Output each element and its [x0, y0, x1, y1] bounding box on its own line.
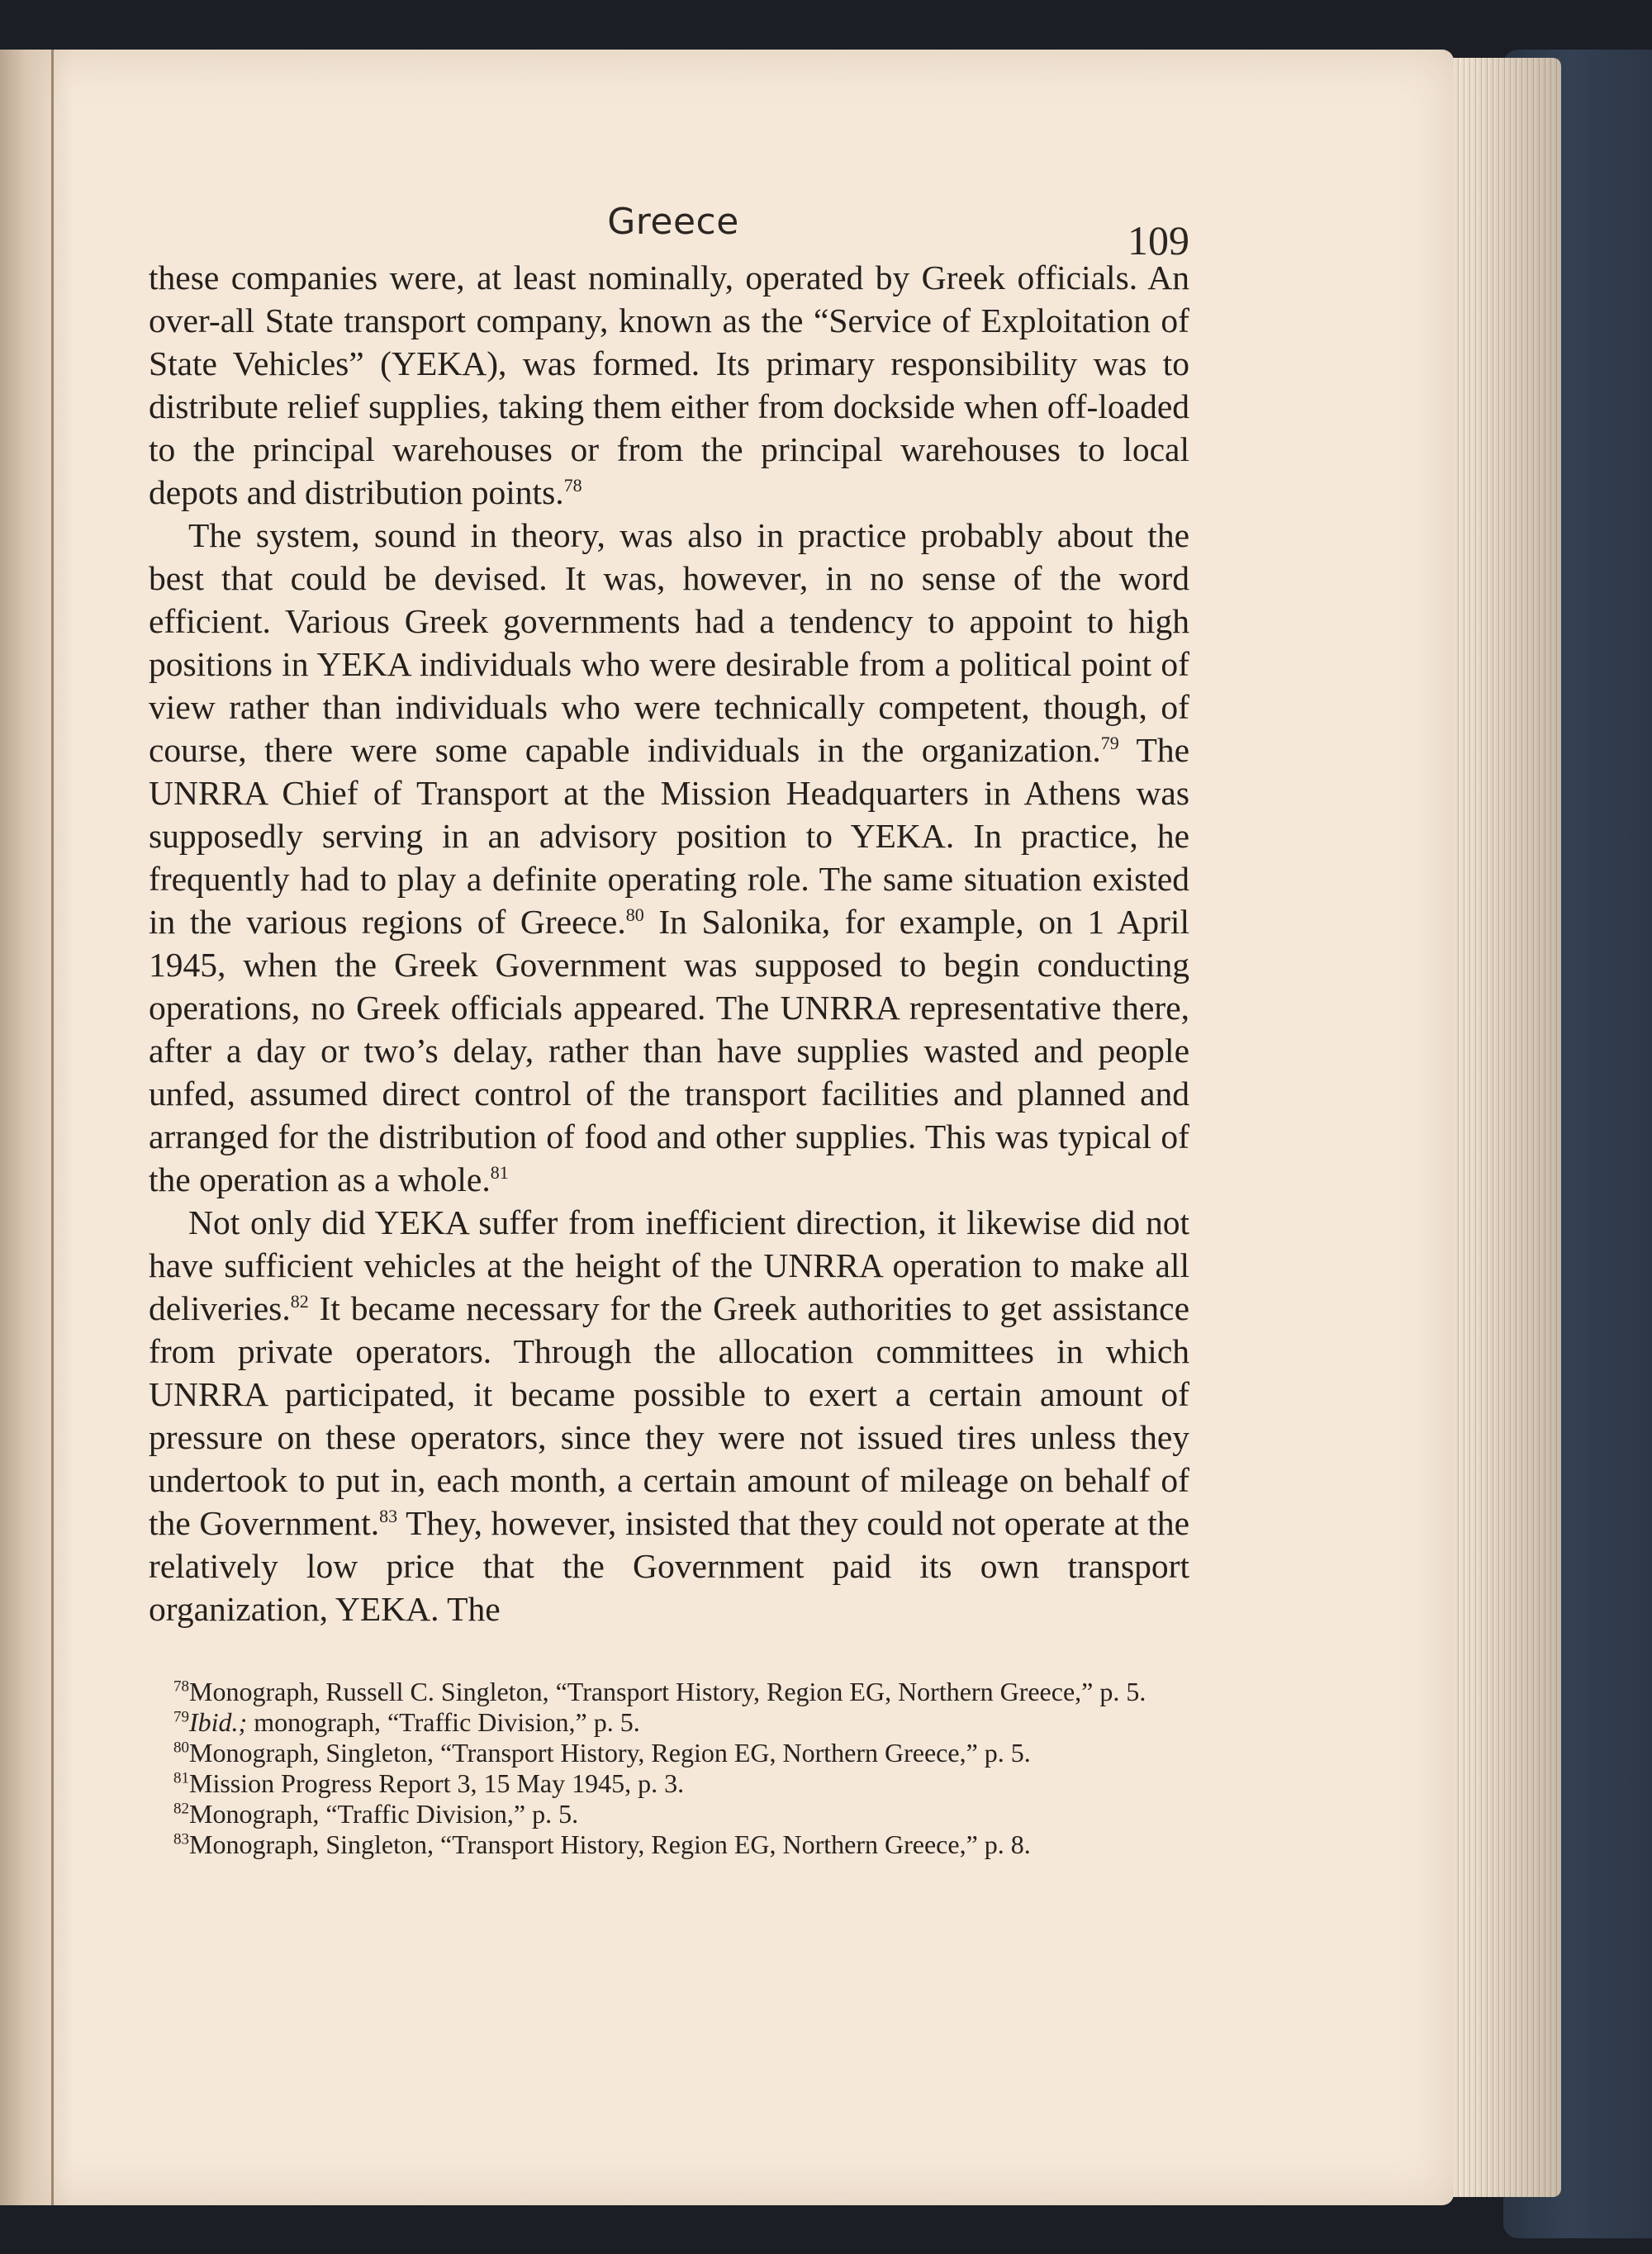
footnotes — [149, 1677, 1189, 1860]
paragraph — [149, 1201, 1189, 1630]
footnote-text: monograph, “Traffic Division,” p. 5. — [247, 1707, 640, 1737]
footnote-number: 80 — [173, 1739, 189, 1757]
footnote — [149, 1738, 1189, 1768]
footnote — [149, 1768, 1189, 1799]
running-head: Greece — [607, 201, 739, 243]
paragraph-text: They, however, insisted that they could not operate at the relatively low price that the Government paid its own transport organization, YEKA. The — [149, 1504, 1189, 1628]
footnote-text: Monograph, Russell C. Singleton, “Transport History, Region EG, Northern Greece,” p. 5. — [189, 1677, 1146, 1706]
paragraph — [149, 256, 1189, 514]
footnote-number: 83 — [173, 1830, 189, 1848]
footnote-ref: 83 — [379, 1506, 398, 1527]
paragraph-text: The UNRRA Chief of Transport at the Mission Headquarters in Athens was supposedly serving in an advisory position to YEKA. In practice, he frequently had to play a definite operating role. The same situation existed in the various regions of Greece. — [149, 731, 1189, 941]
footnote-ref: 81 — [490, 1162, 509, 1184]
footnote-text: Monograph, “Traffic Division,” p. 5. — [189, 1799, 579, 1829]
gutter-line — [51, 50, 54, 2205]
page-number: 109 — [1127, 217, 1189, 263]
footnote-ref: 78 — [563, 475, 582, 496]
footnote-ref: 80 — [625, 904, 644, 926]
paragraph-text: It became necessary for the Greek authorities to get assistance from private operators. Through the allocation committees in which UNRRA participated, it became possible to exert a certain amount of pressure on these operators, since they were not issued tires unless they undertook to put in, each month, a certain amount of mileage on behalf of the Government. — [149, 1289, 1189, 1542]
paragraph-text: these companies were, at least nominally, operated by Greek officials. An over-all State transport company, known as the “Service of Exploitation of State Vehicles” (YEKA), was formed. Its primary responsibility was to distribute relief supplies, taking them either from dockside when off-loaded to the principal warehouses or from the principal warehouses to local depots and distribution points. — [149, 259, 1189, 511]
footnote-ref: 79 — [1100, 733, 1119, 754]
paragraph — [149, 514, 1189, 1201]
paragraph-text: In Salonika, for example, on 1 April 1945, when the Greek Government was supposed to begin conducting operations, no Greek officials appeared. The UNRRA representative there, after a day or two’s delay, rather than have supplies wasted and people unfed, assumed direct control of the transport facilities and planned and arranged for the distribution of food and other supplies. This was typical of the operation as a whole. — [149, 903, 1189, 1198]
paragraph-text: The system, sound in theory, was also in practice probably about the best that could be devised. It was, however, in no sense of the word efficient. Various Greek governments had a tendency to appoint to high positions in YEKA individuals who were desirable from a political point of view rather than individuals who were technically competent, though, of course, there were some capable individuals in the organization. — [149, 516, 1189, 769]
footnote-ref: 82 — [290, 1291, 309, 1312]
footnote-number: 79 — [173, 1708, 189, 1726]
paragraph-text: Not only did YEKA suffer from inefficient direction, it likewise did not have sufficient vehicles at the height of the UNRRA operation to make all deliveries. — [149, 1203, 1189, 1327]
footnote — [149, 1677, 1189, 1707]
footnote-text: Ibid.; — [189, 1707, 248, 1737]
footnote — [149, 1707, 1189, 1738]
body-text — [149, 256, 1189, 1630]
page-gutter — [0, 50, 74, 2205]
footnote-number: 82 — [173, 1800, 189, 1818]
footnote — [149, 1799, 1189, 1829]
footnote-text: Monograph, Singleton, “Transport History, Region EG, Northern Greece,” p. 8. — [189, 1829, 1031, 1859]
footnote-text: Monograph, Singleton, “Transport History, Region EG, Northern Greece,” p. 5. — [189, 1738, 1031, 1768]
footnote-number: 78 — [173, 1677, 189, 1696]
footnote-text: Mission Progress Report 3, 15 May 1945, p. 3. — [189, 1768, 685, 1798]
footnote — [149, 1829, 1189, 1860]
footnote-number: 81 — [173, 1769, 189, 1787]
